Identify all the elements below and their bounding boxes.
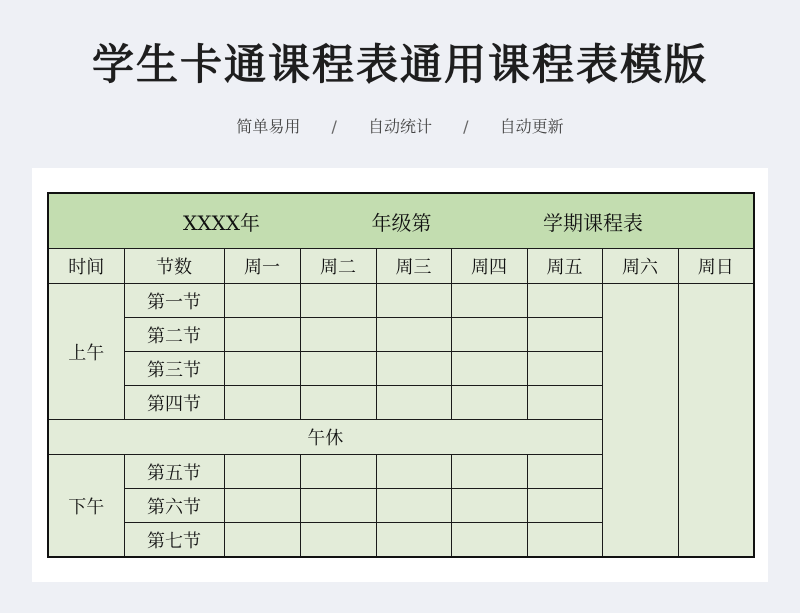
subtitle-item-easy: 简单易用	[236, 117, 301, 136]
schedule-cell[interactable]	[376, 318, 451, 352]
period-label: 第五节	[124, 455, 224, 489]
column-header-period: 节数	[124, 249, 224, 284]
schedule-cell[interactable]	[527, 523, 602, 558]
schedule-cell[interactable]	[224, 352, 300, 386]
column-header-wednesday: 周三	[376, 249, 451, 284]
schedule-cell[interactable]	[300, 318, 376, 352]
template-card	[32, 168, 768, 582]
column-header-thursday: 周四	[451, 249, 527, 284]
subtitle	[0, 114, 800, 137]
header-term: 学期课程表	[543, 210, 644, 235]
schedule-cell[interactable]	[224, 523, 300, 558]
period-label: 第六节	[124, 489, 224, 523]
schedule-cell[interactable]	[527, 318, 602, 352]
time-label-morning: 上午	[48, 284, 124, 420]
schedule-cell[interactable]	[451, 352, 527, 386]
subtitle-item-auto-stats: 自动统计	[367, 117, 432, 136]
schedule-cell[interactable]	[527, 284, 602, 318]
subtitle-item-auto-update: 自动更新	[499, 117, 564, 136]
page-title: 学生卡通课程表通用课程表模版	[91, 40, 708, 89]
schedule-cell[interactable]	[224, 489, 300, 523]
column-header-monday: 周一	[224, 249, 300, 284]
sunday-cell[interactable]	[678, 284, 754, 558]
schedule-cell[interactable]	[300, 523, 376, 558]
header-grade: 年级第	[371, 210, 432, 235]
schedule-cell[interactable]	[376, 455, 451, 489]
schedule-table	[47, 192, 755, 558]
schedule-cell[interactable]	[376, 489, 451, 523]
schedule-cell[interactable]	[376, 386, 451, 420]
header-year: XXXX年	[183, 210, 260, 235]
column-header-tuesday: 周二	[300, 249, 376, 284]
schedule-cell[interactable]	[451, 386, 527, 420]
schedule-cell[interactable]	[300, 284, 376, 318]
schedule-cell[interactable]	[376, 352, 451, 386]
schedule-cell[interactable]	[300, 352, 376, 386]
column-header-friday: 周五	[527, 249, 602, 284]
schedule-cell[interactable]	[224, 455, 300, 489]
period-label: 第二节	[124, 318, 224, 352]
schedule-cell[interactable]	[451, 489, 527, 523]
schedule-cell[interactable]	[527, 386, 602, 420]
schedule-cell[interactable]	[376, 523, 451, 558]
saturday-cell[interactable]	[602, 284, 678, 558]
schedule-cell[interactable]	[224, 318, 300, 352]
schedule-cell[interactable]	[451, 455, 527, 489]
schedule-cell[interactable]	[300, 386, 376, 420]
lunch-break-row: 午休	[48, 420, 602, 455]
schedule-cell[interactable]	[451, 284, 527, 318]
subtitle-separator: /	[331, 117, 337, 136]
schedule-cell[interactable]	[527, 455, 602, 489]
schedule-cell[interactable]	[376, 284, 451, 318]
schedule-cell[interactable]	[224, 284, 300, 318]
schedule-cell[interactable]	[224, 386, 300, 420]
schedule-cell[interactable]	[451, 523, 527, 558]
schedule-cell[interactable]	[300, 455, 376, 489]
period-label: 第四节	[124, 386, 224, 420]
schedule-cell[interactable]	[300, 489, 376, 523]
period-label: 第七节	[124, 523, 224, 558]
period-label: 第一节	[124, 284, 224, 318]
schedule-header	[48, 193, 754, 249]
column-header-saturday: 周六	[602, 249, 678, 284]
schedule-cell[interactable]	[527, 489, 602, 523]
time-label-afternoon: 下午	[48, 455, 124, 558]
column-header-sunday: 周日	[678, 249, 754, 284]
schedule-cell[interactable]	[527, 352, 602, 386]
schedule-cell[interactable]	[451, 318, 527, 352]
subtitle-separator: /	[463, 117, 469, 136]
column-header-time: 时间	[48, 249, 124, 284]
period-label: 第三节	[124, 352, 224, 386]
